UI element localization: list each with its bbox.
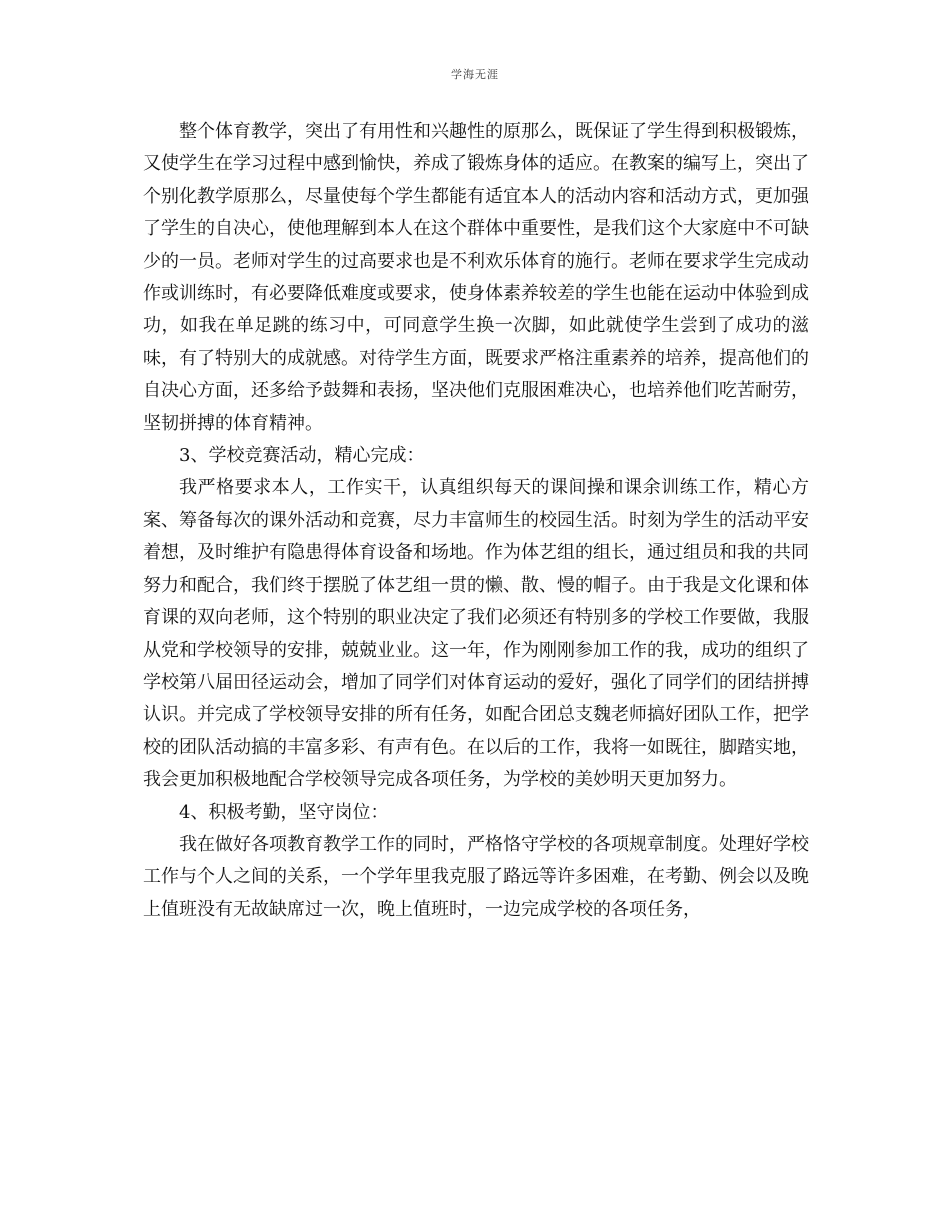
document-body bbox=[143, 116, 809, 926]
paragraph-competition: 我严格要求本人，工作实干，认真组织每天的课间操和课余训练工作，精心方案、筹备每次的课外活动和竞赛，尽力丰富师生的校园生活。时刻为学生的活动平安着想，及时维护有隐患得体育设备和场地。作为体艺组的组长，通过组员和我的共同努力和配合，我们终于摆脱了体艺组一贯的懒、散、慢的帽子。由于我是文化课和体育课的双向老师，这个特别的职业决定了我们必须还有特别多的学校工作要做，我服从党和学校领导的安排，兢兢业业。这一年，作为刚刚参加工作的我，成功的组织了学校第八届田径运动会，增加了同学们对体育运动的爱好，强化了同学们的团结拼搏认识。并完成了学校领导安排的所有任务，如配合团总支魏老师搞好团队工作，把学校的团队活动搞的丰富多彩、有声有色。在以后的工作，我将一如既往，脚踏实地，我会更加积极地配合学校领导完成各项任务，为学校的美妙明天更加努力。 bbox=[143, 477, 809, 791]
section-heading-competition: 3、学校竞赛活动，精心完成： bbox=[179, 445, 425, 467]
paragraph-attendance: 我在做好各项教育教学工作的同时，严格恪守学校的各项规章制度。处理好学校工作与个人之间的关系，一个学年里我克服了路远等许多困难，在考勤、例会以及晚上值班没有无故缺席过一次，晚上值班时，一边完成学校的各项任务， bbox=[143, 833, 809, 920]
section-heading-attendance: 4、积极考勤，坚守岗位： bbox=[179, 801, 389, 823]
page-header: 学海无涯 bbox=[451, 68, 499, 81]
paragraph-teaching: 整个体育教学，突出了有用性和兴趣性的原那么，既保证了学生得到积极锻炼，又使学生在学习过程中感到愉快，养成了锻炼身体的适应。在教案的编写上，突出了个别化教学原那么，尽量使每个学生都能有适宜本人的活动内容和活动方式，更加强了学生的自决心，使他理解到本人在这个群体中重要性，是我们这个大家庭中不可缺少的一员。老师对学生的过高要求也是不利欢乐体育的施行。老师在要求学生完成动作或训练时，有必要降低难度或要求，使身体素养较差的学生也能在运动中体验到成功，如我在单足跳的练习中，可同意学生换一次脚，如此就使学生尝到了成功的滋味，有了特别大的成就感。对待学生方面，既要求严格注重素养的培养，提高他们的自决心方面，还多给予鼓舞和表扬，坚决他们克服困难决心，也培养他们吃苦耐劳，坚韧拼搏的体育精神。 bbox=[143, 121, 809, 434]
